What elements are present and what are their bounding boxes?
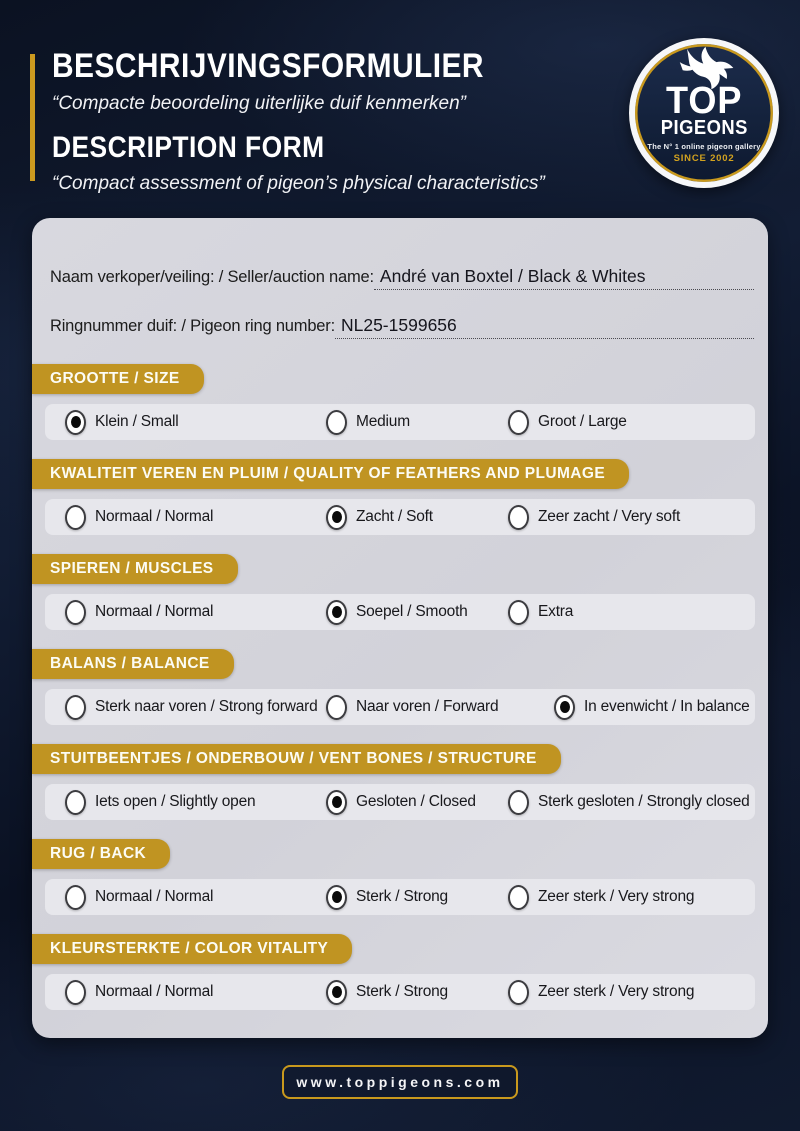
radio-button[interactable] xyxy=(65,885,86,910)
radio-option[interactable] xyxy=(554,695,755,720)
header-accent-bar xyxy=(30,54,35,181)
radio-label: Gesloten / Closed xyxy=(356,793,476,810)
seller-name-label: Naam verkoper/veiling: / Seller/auction name: xyxy=(50,268,374,286)
radio-label: Extra xyxy=(538,603,574,620)
radio-button[interactable] xyxy=(326,790,347,815)
section-title-badge: STUITBEENTJES / ONDERBOUW / VENT BONES / STRUCTURE xyxy=(32,744,561,774)
radio-option[interactable] xyxy=(65,980,326,1005)
radio-label: Zeer sterk / Very strong xyxy=(538,983,695,1000)
radio-label: Sterk naar voren / Strong forward xyxy=(95,698,318,715)
radio-label: Groot / Large xyxy=(538,413,627,430)
radio-label: Normaal / Normal xyxy=(95,888,214,905)
radio-option[interactable] xyxy=(326,980,508,1005)
section-color-vitality xyxy=(32,934,768,1010)
form-card xyxy=(32,218,768,1038)
logo-since-badge: SINCE 2002 xyxy=(673,153,735,164)
website-link[interactable] xyxy=(282,1065,518,1099)
section-muscles xyxy=(32,554,768,630)
website-label: www.toppigeons.com xyxy=(296,1074,504,1090)
radio-label: In evenwicht / In balance xyxy=(584,698,750,715)
radio-button[interactable] xyxy=(65,695,86,720)
radio-button[interactable] xyxy=(508,980,529,1005)
radio-label: Klein / Small xyxy=(95,413,179,430)
page-subtitle-nl: “Compacte beoordeling uiterlijke duif kenmerken” xyxy=(52,93,466,114)
radio-button[interactable] xyxy=(508,790,529,815)
radio-button[interactable] xyxy=(326,505,347,530)
radio-option[interactable] xyxy=(508,600,755,625)
radio-option[interactable] xyxy=(508,885,755,910)
page-subtitle-en: “Compact assessment of pigeon’s physical characteristics” xyxy=(52,173,545,194)
section-feather-quality xyxy=(32,459,768,535)
radio-option[interactable] xyxy=(326,505,508,530)
seller-name-value[interactable]: André van Boxtel / Black & Whites xyxy=(374,266,754,290)
radio-label: Zeer zacht / Very soft xyxy=(538,508,681,525)
section-vent-bones xyxy=(32,744,768,820)
radio-button[interactable] xyxy=(508,505,529,530)
radio-option[interactable] xyxy=(326,885,508,910)
section-title-badge: KWALITEIT VEREN EN PLUIM / QUALITY OF FEATHERS AND PLUMAGE xyxy=(32,459,629,489)
radio-label: Normaal / Normal xyxy=(95,983,214,1000)
section-back xyxy=(32,839,768,915)
radio-option[interactable] xyxy=(326,600,508,625)
radio-label: Medium xyxy=(356,413,410,430)
radio-label: Zacht / Soft xyxy=(356,508,433,525)
radio-button[interactable] xyxy=(508,885,529,910)
options-row xyxy=(45,974,755,1010)
seller-name-field xyxy=(50,266,754,290)
radio-button[interactable] xyxy=(326,410,347,435)
options-row xyxy=(45,784,755,820)
options-row xyxy=(45,879,755,915)
radio-label: Sterk / Strong xyxy=(356,983,448,1000)
radio-button[interactable] xyxy=(65,600,86,625)
radio-label: Zeer sterk / Very strong xyxy=(538,888,695,905)
radio-option[interactable] xyxy=(65,885,326,910)
radio-button[interactable] xyxy=(65,410,86,435)
radio-option[interactable] xyxy=(326,695,554,720)
radio-option[interactable] xyxy=(326,790,508,815)
section-size xyxy=(32,364,768,440)
radio-option[interactable] xyxy=(326,410,508,435)
radio-button[interactable] xyxy=(326,885,347,910)
section-title-badge: KLEURSTERKTE / COLOR VITALITY xyxy=(32,934,352,964)
radio-label: Normaal / Normal xyxy=(95,508,214,525)
radio-option[interactable] xyxy=(65,790,326,815)
options-row xyxy=(45,404,755,440)
logo-tagline: The N° 1 online pigeon gallery xyxy=(647,142,761,151)
radio-label: Naar voren / Forward xyxy=(356,698,499,715)
radio-button[interactable] xyxy=(326,695,347,720)
radio-button[interactable] xyxy=(326,600,347,625)
header xyxy=(52,46,612,196)
section-title-badge: SPIEREN / MUSCLES xyxy=(32,554,238,584)
options-row xyxy=(45,594,755,630)
section-title-badge: GROOTTE / SIZE xyxy=(32,364,204,394)
ring-number-label: Ringnummer duif: / Pigeon ring number: xyxy=(50,317,335,335)
radio-button[interactable] xyxy=(554,695,575,720)
ring-number-field xyxy=(50,315,754,339)
radio-option[interactable] xyxy=(508,790,755,815)
logo-word-pigeons: PIGEONS xyxy=(660,117,748,139)
section-title-badge: RUG / BACK xyxy=(32,839,170,869)
radio-label: Normaal / Normal xyxy=(95,603,214,620)
ring-number-value[interactable]: NL25-1599656 xyxy=(335,315,754,339)
radio-button[interactable] xyxy=(508,600,529,625)
options-row xyxy=(45,499,755,535)
radio-label: Sterk gesloten / Strongly closed xyxy=(538,793,750,810)
radio-option[interactable] xyxy=(65,695,326,720)
page-title-en: DESCRIPTION FORM xyxy=(52,131,325,164)
radio-button[interactable] xyxy=(65,505,86,530)
radio-button[interactable] xyxy=(326,980,347,1005)
radio-option[interactable] xyxy=(65,505,326,530)
radio-option[interactable] xyxy=(508,410,755,435)
radio-button[interactable] xyxy=(65,790,86,815)
radio-button[interactable] xyxy=(508,410,529,435)
page-title-nl: BESCHRIJVINGSFORMULIER xyxy=(52,47,484,85)
radio-label: Sterk / Strong xyxy=(356,888,448,905)
radio-option[interactable] xyxy=(65,600,326,625)
radio-option[interactable] xyxy=(508,505,755,530)
radio-button[interactable] xyxy=(65,980,86,1005)
radio-option[interactable] xyxy=(65,410,326,435)
radio-label: Iets open / Slightly open xyxy=(95,793,256,810)
options-row xyxy=(45,689,755,725)
logo-word-top: TOP xyxy=(665,80,743,122)
radio-label: Soepel / Smooth xyxy=(356,603,468,620)
section-title-badge: BALANS / BALANCE xyxy=(32,649,234,679)
top-pigeons-logo xyxy=(629,38,779,188)
radio-option[interactable] xyxy=(508,980,755,1005)
section-balance xyxy=(32,649,768,725)
